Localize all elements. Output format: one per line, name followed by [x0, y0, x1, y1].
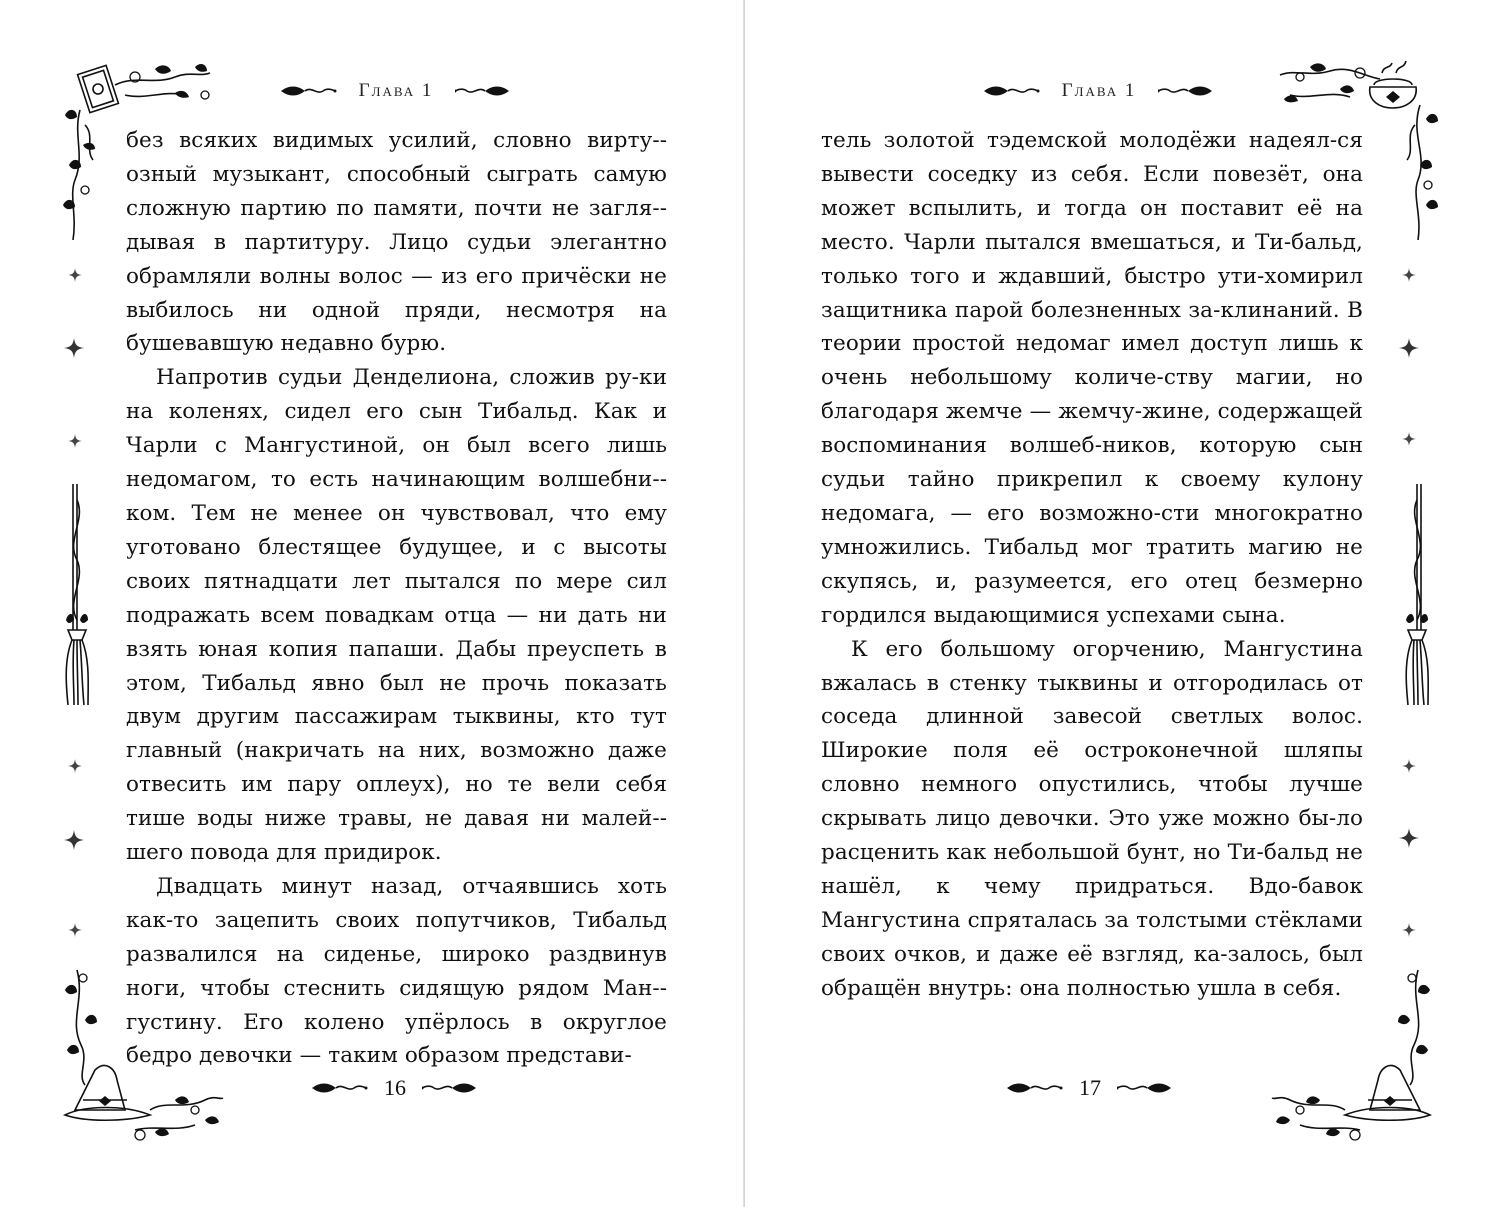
left-page: [0, 0, 745, 1207]
flourish-icon: [982, 83, 1040, 99]
flourish-icon: [310, 1080, 368, 1096]
flourish-icon: [279, 83, 337, 99]
flourish-icon: [455, 83, 513, 99]
page-number: 17: [1079, 1075, 1101, 1100]
sparkle-icon: [1398, 428, 1420, 450]
paragraph: Напротив судьи Денделиона, сложив ру-ки на коленях, сидел его сын Тибальд. Как и Чарли с Мангустиной, он был всего лишь недомагом, то есть начинающим волшебни-ком. Тем не менее он чувствовал, что ему уготовано блестящее будущее, и с высоты своих пятнадцати лет пытался по мере сил подражать всем повадкам отца — ни дать ни взять юная копия папаши. Дабы преуспеть в этом, Тибальд явно был не прочь показать двум другим пассажирам тыквины, кто тут главный (накричать на них, возможно даже отвесить им пару оплеух), но те вели себя тише воды ниже травы, не давая ни малей-шего повода для придирок.: [126, 365, 667, 866]
running-head: [965, 76, 1233, 106]
sparkle-icon: [64, 755, 86, 777]
right-page: [745, 0, 1490, 1207]
page-number: 16: [384, 1075, 406, 1100]
chapter-title: Глава 1: [1061, 80, 1137, 101]
sparkle-icon: [1398, 827, 1420, 849]
broom-icon: [1400, 480, 1434, 710]
paragraph: без всяких видимых усилий, словно вирту-озный музыкант, способный сыграть самую сложную партию по памяти, почти не загля-дывая в партитуру. Лицо судьи элегантно обрамляли волны волос — из его причёски не выбилось ни одной пряди, несмотря на бушевавшую недавно бурю.: [126, 128, 667, 357]
broom-icon: [60, 480, 94, 710]
sparkle-icon: [64, 264, 86, 286]
body-text: [126, 124, 667, 1073]
running-head: [270, 76, 522, 106]
paragraph: К его большому огорчению, Мангустина вжалась в стенку тыквины и отгородилась от соседа длинной завесой светлых волос. Широкие поля её остроконечной шляпы словно немного опустились, чтобы лучше скрывать лицо девочки. Это уже можно бы-ло расценить как небольшой бунт, но Ти-бальд не нашёл, к чему придраться. Вдо-бавок Мангустина спряталась за толстыми стёклами своих очков, и даже её взгляд, ка-залось, был обращён внутрь: она полностью ушла в себя.: [821, 636, 1363, 1001]
flourish-icon: [1117, 1080, 1175, 1096]
sparkle-icon: [1398, 919, 1420, 941]
sparkle-icon: [63, 337, 85, 359]
page-number-footer: [995, 1071, 1185, 1105]
sparkle-icon: [64, 919, 86, 941]
body-text: [821, 124, 1363, 1006]
sparkle-icon: [1398, 264, 1420, 286]
flourish-icon: [1005, 1080, 1063, 1096]
page-number-footer: [300, 1071, 490, 1105]
flourish-icon: [1158, 83, 1216, 99]
paragraph: Двадцать минут назад, отчаявшись хоть как-то зацепить своих попутчиков, Тибальд развалился на сиденье, широко раздвинув ноги, чтобы стеснить сидящую рядом Ман-густину. Его колено упёрлось в округлое бедро девочки — таким образом представи-: [126, 873, 667, 1069]
sparkle-icon: [1398, 755, 1420, 777]
chapter-title: Глава 1: [358, 80, 434, 101]
flourish-icon: [422, 1080, 480, 1096]
paragraph: тель золотой тэдемской молодёжи надеял-ся вывести соседку из себя. Если повезёт, она может вспылить, и тогда он поставит её на место. Чарли пытался вмешаться, и Ти-бальд, только того и ждавший, быстро ути-хомирил защитника парой болезненных за-клинаний. В теории простой недомаг имел доступ лишь к очень небольшому количе-ству магии, но благодаря жемче — жемчу-жине, содержащей воспоминания волшеб-ников, которую сын судьи тайно прикрепил к своему кулону недомага, — его возможно-сти многократно умножились. Тибальд мог тратить магию не скупясь, и, разумеется, его отец безмерно гордился выдающимися успехами сына.: [821, 128, 1363, 628]
sparkle-icon: [1398, 337, 1420, 359]
sparkle-icon: [63, 829, 85, 851]
sparkle-icon: [64, 430, 86, 452]
